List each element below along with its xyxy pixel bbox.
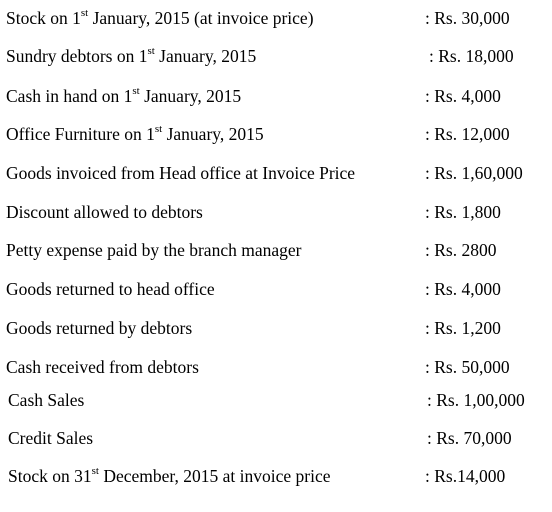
list-item: [0, 316, 552, 340]
label-text: Cash received from debtors: [6, 357, 199, 377]
item-label: [6, 84, 241, 108]
label-text: Goods returned to head office: [6, 279, 215, 299]
item-value: : Rs. 18,000: [429, 46, 514, 66]
item-value: : Rs. 2800: [425, 240, 497, 260]
label-text: Sundry debtors on 1: [6, 46, 148, 66]
label-text: Cash Sales: [8, 390, 85, 410]
list-item: [0, 200, 552, 224]
item-value: : Rs. 50,000: [425, 357, 510, 377]
label-text: Petty expense paid by the branch manager: [6, 240, 302, 260]
item-label: [8, 464, 331, 488]
list-item: [0, 6, 552, 30]
label-text: Cash in hand on 1: [6, 86, 133, 106]
label-text: January, 2015 (at invoice price): [88, 8, 314, 28]
item-value: : Rs. 1,60,000: [425, 163, 523, 183]
label-text: Stock on 1: [6, 8, 81, 28]
item-value: : Rs. 70,000: [427, 428, 512, 448]
list-item: [0, 161, 552, 185]
item-label: [6, 200, 203, 224]
ordinal-suffix: st: [154, 123, 163, 136]
label-text: Goods invoiced from Head office at Invoice Price: [6, 163, 356, 183]
item-value: : Rs.14,000: [425, 466, 506, 486]
label-text: Stock on 31: [8, 466, 92, 486]
item-value: : Rs. 1,00,000: [427, 390, 525, 410]
item-label: [6, 6, 314, 30]
item-label: [8, 426, 93, 450]
label-text: Goods returned by debtors: [6, 318, 193, 338]
list-item: [0, 464, 552, 488]
item-label: [6, 122, 264, 146]
item-label: [8, 388, 84, 412]
list-item: [0, 355, 552, 379]
item-label: [6, 316, 192, 340]
label-text: December, 2015 at invoice price: [98, 466, 331, 486]
list-item: [0, 44, 552, 68]
label-text: Discount allowed to debtors: [6, 202, 203, 222]
item-value: : Rs. 30,000: [425, 8, 510, 28]
item-label: [6, 355, 199, 379]
item-label: [6, 277, 215, 301]
list-item: [0, 426, 552, 450]
item-value: : Rs. 4,000: [425, 86, 501, 106]
ordinal-suffix: st: [91, 465, 99, 478]
item-value: : Rs. 1,200: [425, 318, 501, 338]
list-item: [0, 122, 552, 146]
ordinal-suffix: st: [147, 45, 155, 58]
list-item: [0, 84, 552, 108]
item-value: : Rs. 4,000: [425, 279, 501, 299]
list-item: [0, 388, 552, 412]
item-label: [6, 161, 355, 185]
label-text: January, 2015: [162, 124, 264, 144]
label-text: January, 2015: [154, 46, 257, 66]
list-item: [0, 238, 552, 262]
label-text: Office Furniture on 1: [6, 124, 155, 144]
item-value: : Rs. 1,800: [425, 202, 501, 222]
label-text: Credit Sales: [8, 428, 94, 448]
list-item: [0, 277, 552, 301]
item-label: [6, 44, 256, 68]
ordinal-suffix: st: [132, 85, 140, 98]
item-value: : Rs. 12,000: [425, 124, 510, 144]
label-text: January, 2015: [139, 86, 242, 106]
item-label: [6, 238, 301, 262]
ordinal-suffix: st: [80, 7, 89, 20]
